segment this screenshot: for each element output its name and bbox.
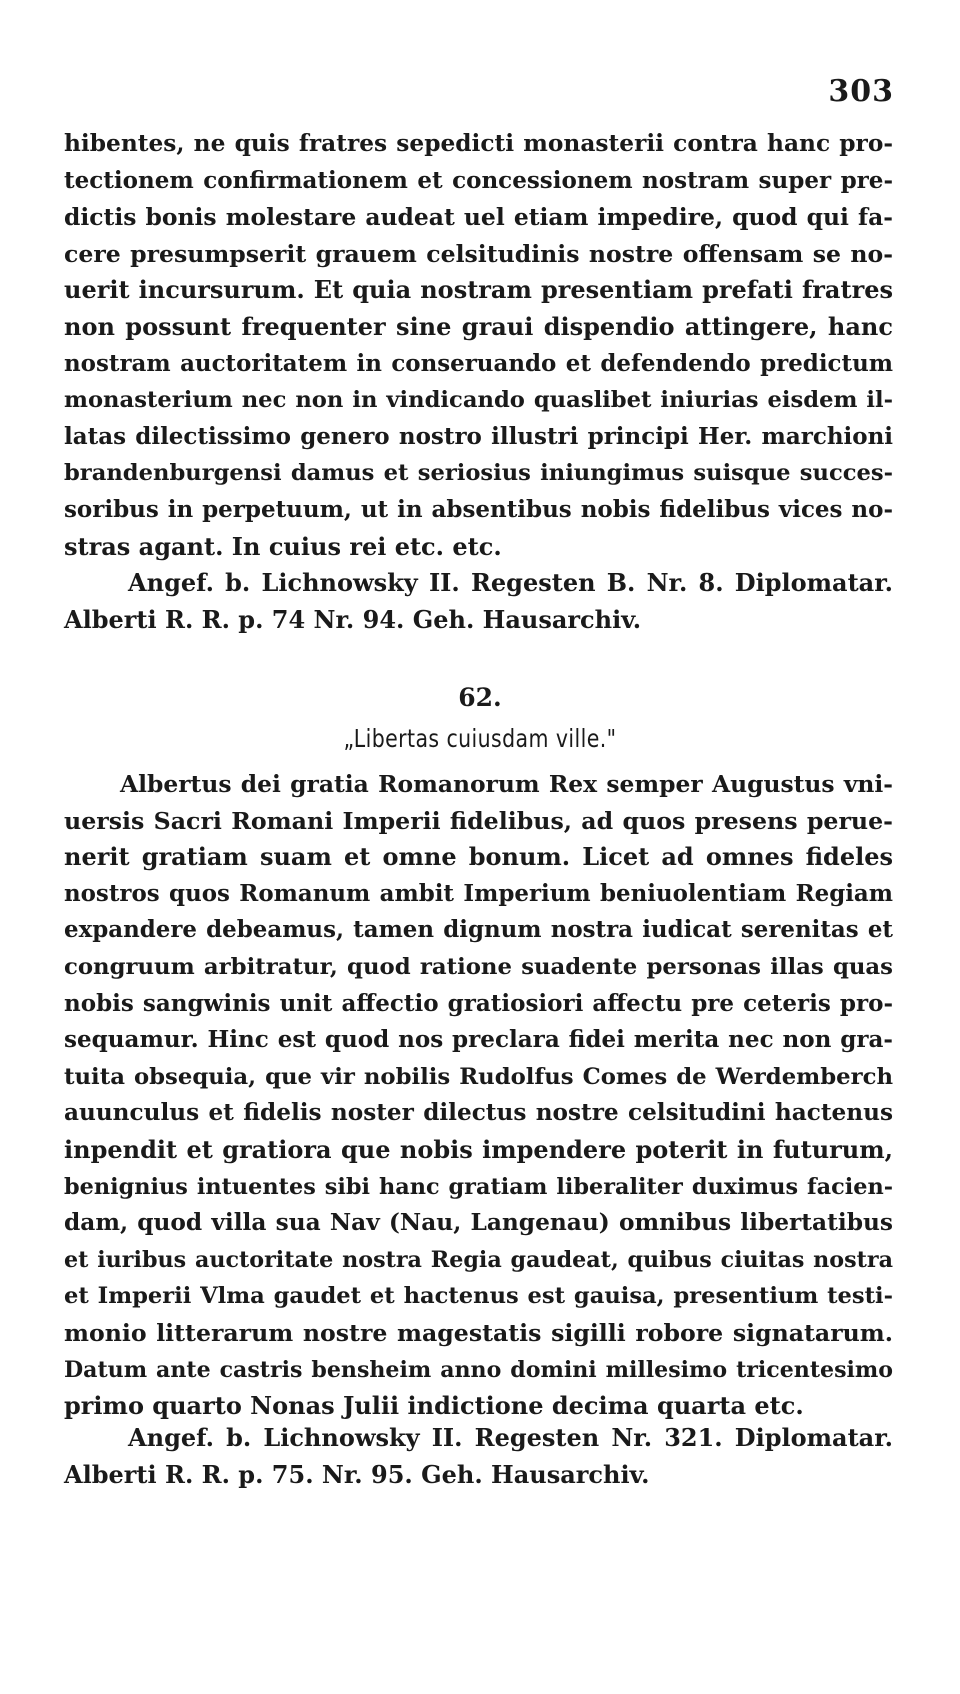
text-line: et Imperii Vlma gaudet et hactenus est gauisa, presentium testi-	[64, 1283, 893, 1310]
text-line: Datum ante castris bensheim anno domini millesimo tricentesimo	[64, 1356, 893, 1383]
text-line: dictis bonis molestare audeat uel etiam impedire, quod qui fa-	[64, 203, 893, 232]
text-line: non possunt frequenter sine graui dispendio attingere, hanc	[64, 311, 893, 341]
text-line: benignius intuentes sibi hanc gratiam liberaliter duximus facien-	[64, 1173, 893, 1200]
continuation-text	[64, 126, 893, 565]
text-line: soribus in perpetuum, ut in absentibus nobis fidelibus vices no-	[64, 495, 893, 523]
text-line: brandenburgensi damus et seriosius iniungimus suisque succes-	[64, 460, 893, 487]
text-line: nobis sangwinis unit affectio gratiosiori affectu pre ceteris pro-	[64, 989, 893, 1017]
document-title: „Libertas cuiusdam ville."	[343, 724, 617, 753]
source-line: Angef. b. Lichnowsky II. Regesten B. Nr. 8. Diplomatar.	[128, 568, 893, 597]
text-line: cere presumpserit grauem celsitudinis nostre offensam se no-	[64, 239, 893, 268]
text-line: stras agant. In cuius rei etc. etc.	[64, 531, 502, 561]
text-line: uerit incursurum. Et quia nostram presentiam prefati fratres	[64, 275, 893, 305]
text-line: auunculus et fidelis noster dilectus nostre celsitudini hactenus	[64, 1099, 893, 1127]
text-line: inpendit et gratiora que nobis impendere poterit in futurum,	[64, 1134, 893, 1164]
page-number: 303	[828, 74, 894, 109]
document-text	[64, 766, 893, 1425]
document-source	[64, 1420, 893, 1493]
text-line: nerit gratiam suam et omne bonum. Licet ad omnes fideles	[64, 842, 893, 872]
continuation-source	[64, 565, 893, 638]
text-line: monasterium nec non in vindicando quaslibet iniurias eisdem il-	[64, 387, 893, 414]
text-line: et iuribus auctoritate nostra Regia gaudeat, quibus ciuitas nostra	[64, 1246, 893, 1273]
text-line: dam, quod villa sua Nav (Nau, Langenau) omnibus libertatibus	[64, 1209, 893, 1237]
text-line: primo quarto Nonas Julii indictione decima quarta etc.	[64, 1391, 804, 1421]
text-line: monio litterarum nostre magestatis sigilli robore signatarum.	[64, 1318, 893, 1347]
text-line: tuita obsequia, que vir nobilis Rudolfus Comes de Werdemberch	[64, 1063, 893, 1090]
text-line: expandere debeamus, tamen dignum nostra iudicat serenitas et	[64, 916, 893, 944]
text-line: nostros quos Romanum ambit Imperium beniuolentiam Regiam	[64, 879, 893, 907]
text-line: congruum arbitratur, quod ratione suadente personas illas quas	[64, 953, 893, 980]
text-line: Albertus dei gratia Romanorum Rex semper Augustus vni-	[120, 770, 893, 798]
text-line: nostram auctoritatem in conseruando et defendendo predictum	[64, 349, 893, 377]
text-line: latas dilectissimo genero nostro illustri principi Her. marchioni	[64, 422, 893, 450]
text-line: uersis Sacri Romani Imperii fidelibus, ad quos presens perue-	[64, 806, 893, 835]
source-line: Angef. b. Lichnowsky II. Regesten Nr. 321. Diplomatar.	[128, 1423, 893, 1452]
text-line: hibentes, ne quis fratres sepedicti monasterii contra hanc pro-	[64, 130, 893, 157]
document-number: 62.	[458, 683, 502, 712]
text-line: sequamur. Hinc est quod nos preclara fidei merita nec non gra-	[64, 1026, 893, 1054]
source-line: Alberti R. R. p. 74 Nr. 94. Geh. Hausarchiv.	[64, 604, 642, 634]
source-line: Alberti R. R. p. 75. Nr. 95. Geh. Hausarchiv.	[64, 1459, 650, 1489]
text-line: tectionem confirmationem et concessionem nostram super pre-	[64, 166, 893, 194]
